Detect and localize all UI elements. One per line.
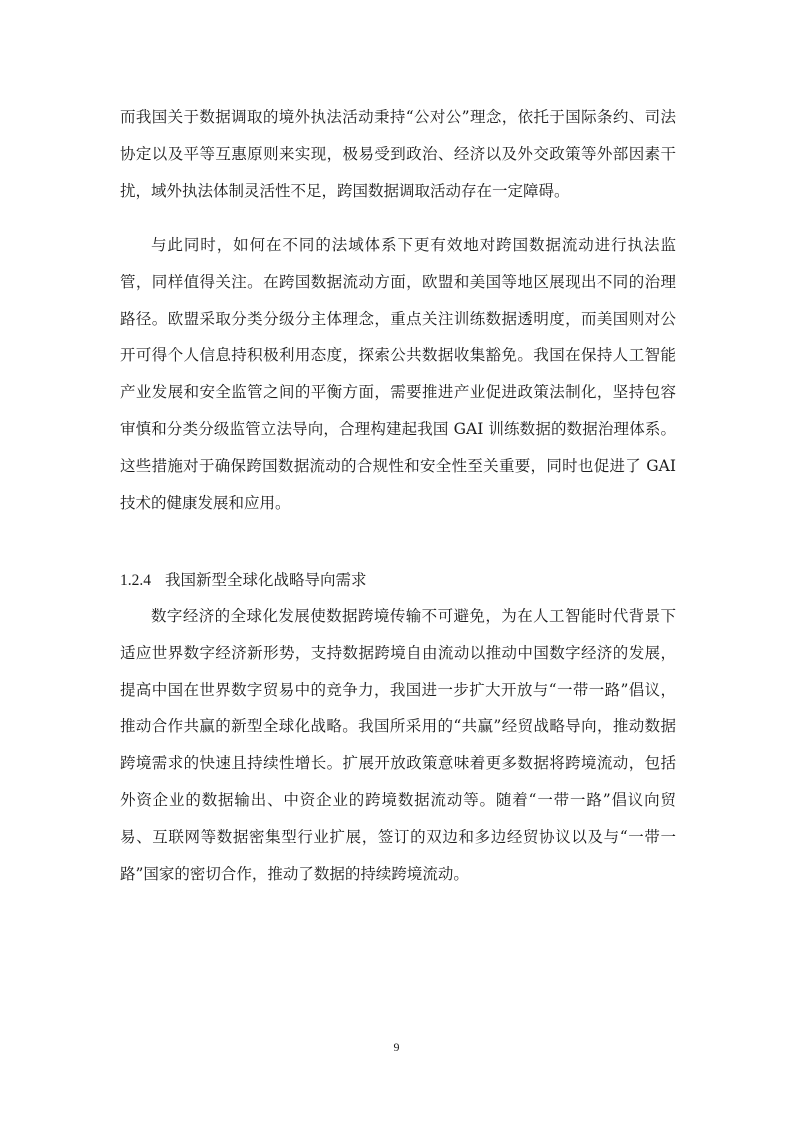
section-number: 1.2.4 (120, 572, 151, 589)
paragraph-data-retrieval-enforcement: 而我国关于数据调取的境外执法活动秉持“公对公”理念，依托于国际条约、司法协定以及平等互惠原则来实现，极易受到政治、经济以及外交政策等外部因素干扰，域外执法体制灵活性不足，跨国数据调取活动存在一定障碍。 (120, 108, 676, 200)
page-number: 9 (393, 1040, 400, 1054)
paragraph-globalization-strategy: 数字经济的全球化发展使数据跨境传输不可避免，为在人工智能时代背景下适应世界数字经济新形势，支持数据跨境自由流动以推动中国数字经济的发展，提高中国在世界数字贸易中的竞争力，我国进一步扩大开放与“一带一路”倡议，推动合作共赢的新型全球化战略。我国所采用的“共赢”经贸战略导向，推动数据跨境需求的快速且持续性增长。扩展开放政策意味着更多数据将跨境流动，包括外资企业的数据输出、中资企业的跨境数据流动等。随着“一带一路”倡议向贸易、互联网等数据密集型行业扩展，签订的双边和多边经贸协议以及与“一带一路”国家的密切合作，推动了数据的持续跨境流动。 (120, 607, 676, 883)
paragraph-cross-border-enforcement: 与此同时，如何在不同的法域体系下更有效地对跨国数据流动进行执法监管，同样值得关注。在跨国数据流动方面，欧盟和美国等地区展现出不同的治理路径。欧盟采取分类分级分主体理念，重点关注训练数据透明度，而美国则对公开可得个人信息持积极利用态度，探索公共数据收集豁免。我国在保持人工智能产业发展和安全监管之间的平衡方面，需要推进产业促进政策法制化，坚持包容审慎和分类分级监管立法导向，合理构建起我国 GAI 训练数据的数据治理体系。这些措施对于确保跨国数据流动的合规性和安全性至关重要，同时也促进了 GAI 技术的健康发展和应用。 (120, 236, 676, 512)
section-title: 我国新型全球化战略导向需求 (165, 571, 367, 589)
section-heading (120, 562, 676, 600)
